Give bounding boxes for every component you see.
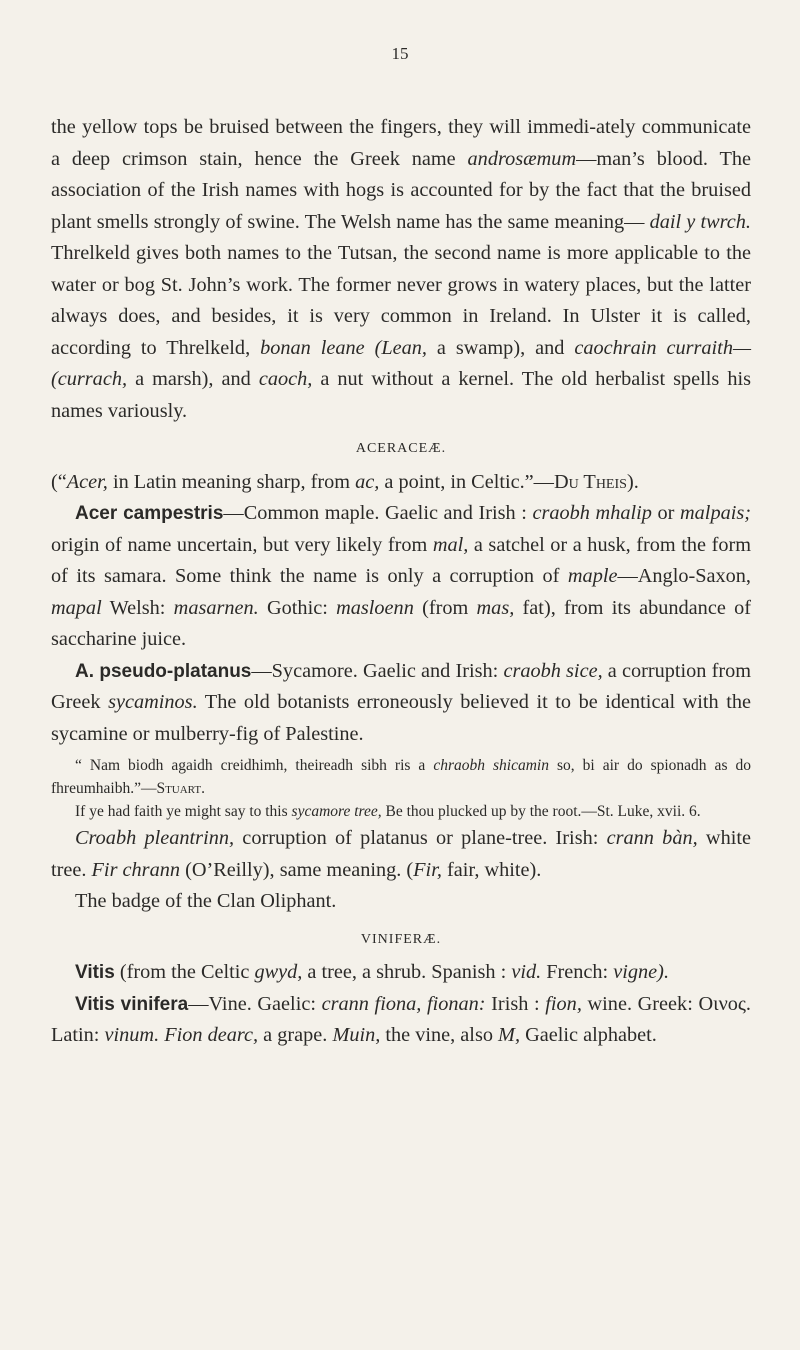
paragraph-plane-tree: Croabh pleantrinn, corruption of platanus or plane-tree. Irish: crann bàn, white tree. Fir chrann (O’Reilly), same meaning. (Fir, fair, white). (51, 827, 751, 881)
paragraph-acer-campestris: Acer campestris—Common maple. Gaelic and Irish : craobh mhalip or malpais; origin of name uncertain, but very likely from mal, a satchel or a husk, from the form of its samara. Some think the name is only a corruption of maple—Anglo-Saxon, mapal Welsh: masarnen. Gothic: masloenn (from mas, fat), from its abundance of saccharine juice. (51, 502, 751, 650)
page-body (51, 112, 751, 1052)
section-heading-viniferae: VINIFERÆ. (360, 931, 442, 947)
quote-english: If ye had faith ye might say to this sycamore tree, Be thou plucked up by the root.—St. Luke, xvii. 6. (75, 803, 701, 820)
page-number: 15 (391, 44, 409, 63)
paragraph-vitis-vinifera: Vitis vinifera—Vine. Gaelic: crann fiona, fionan: Irish : fion, wine. Greek: Οινος. Latin: vinum. Fion dearc, a grape. Muin, the vine, also M, Gaelic alphabet. (51, 992, 751, 1046)
paragraph-tutsan: the yellow tops be bruised between the fingers, they will immedi-ately communicate a deep crimson stain, hence the Greek name androsæmum—man’s blood. The association of the Irish names with hogs is accounted for by the fact that the bruised plant smells strongly of swine. The Welsh name has the same meaning— dail y twrch. Threlkeld gives both names to the Tutsan, the second name is more applicable to the water or bog St. John’s work. The former never grows in watery places, but the latter always does, and besides, it is very common in Ireland. In Ulster it is called, according to Threlkeld, bonan leane (Lean, a swamp), and caochrain curraith—(currach, a marsh), and caoch, a nut without a kernel. The old herbalist spells his names variously. (51, 116, 751, 422)
paragraph-vitis: Vitis (from the Celtic gwyd, a tree, a shrub. Spanish : vid. French: vigne). (75, 961, 670, 983)
section-heading-aceraceae: ACERACEÆ. (355, 441, 447, 456)
paragraph-clan-badge: The badge of the Clan Oliphant. (75, 890, 337, 912)
paragraph-acer-etymology: (“Acer, in Latin meaning sharp, from ac, a point, in Celtic.”—Du Theis). (51, 470, 639, 493)
quote-gaelic: “ Nam biodh agaidh creidhimh, theireadh sibh ris a chraobh shicamin so, bi air do spionadh as do fhreumhaibh.”—Stuart. (51, 757, 751, 797)
paragraph-sycamore: A. pseudo-platanus—Sycamore. Gaelic and Irish: craobh sice, a corruption from Greek sycaminos. The old botanists erroneously believed it to be identical with the sycamine or mulberry-fig of Palestine. (51, 659, 752, 745)
